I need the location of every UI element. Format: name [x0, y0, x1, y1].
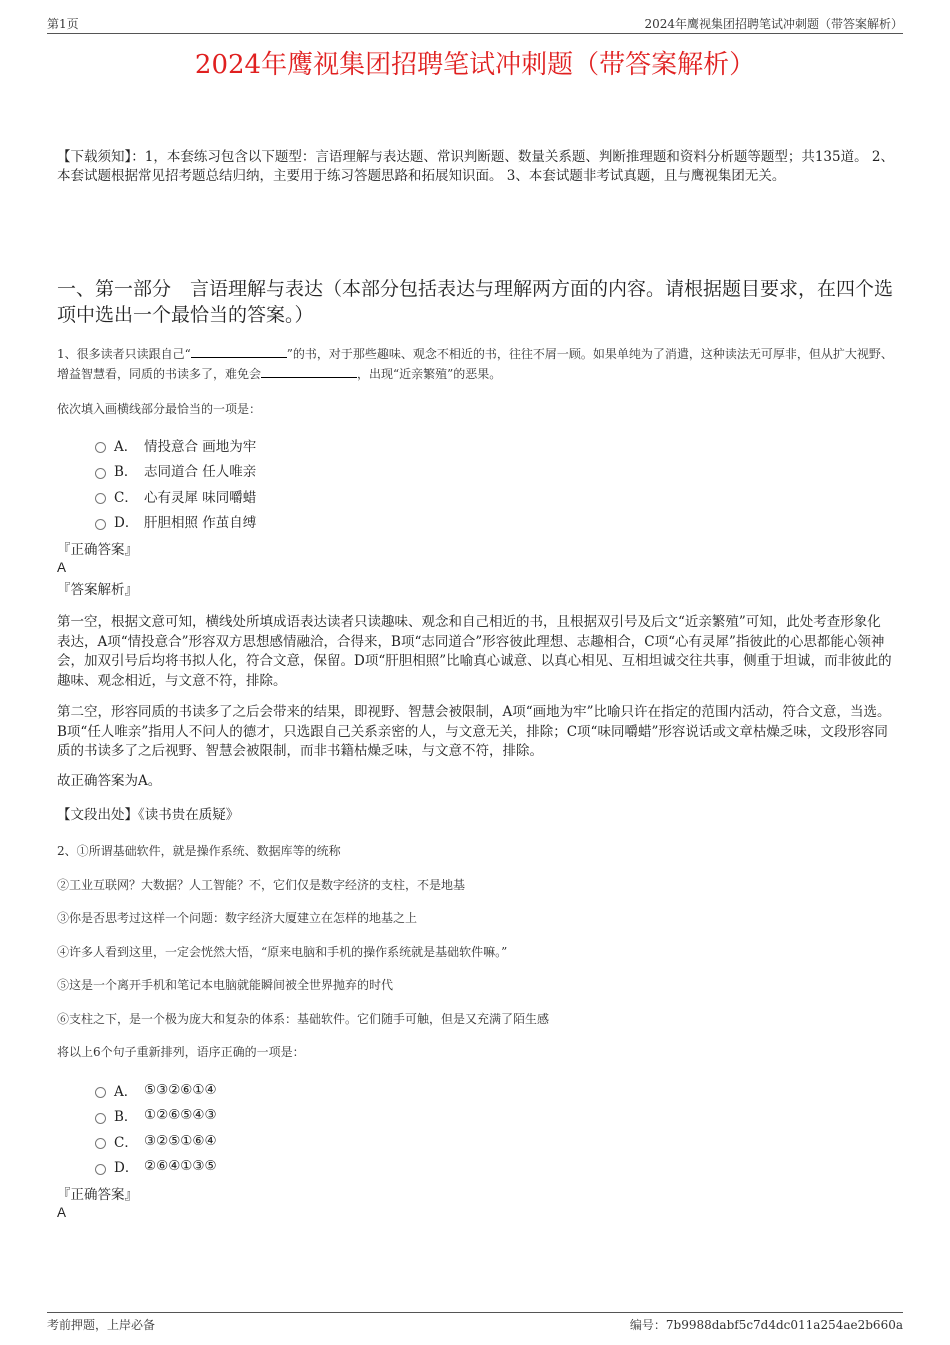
q2-sentence: ③你是否思考过这样一个问题：数字经济大厦建立在怎样的地基之上	[57, 911, 418, 925]
section-heading: 一、第一部分 言语理解与表达（本部分包括表达与理解两方面的内容。请根据题目要求，在四个选项中选出一个最恰当的答案。）	[57, 278, 894, 326]
download-notice: 【下载须知】：1，本套练习包含以下题型：言语理解与表达题、常识判断题、数量关系题、判断推理题和资料分析题等题型；共135道。 2、本套试题根据常见招考题总结归纳，主要用于练习答题思路和拓展知识面。 3、本套试题非考试真题，且与鹰视集团无关。	[57, 149, 894, 184]
q1-analysis-label: 『答案解析』	[57, 582, 138, 598]
q2-sentence: ⑥支柱之下，是一个极为庞大和复杂的体系：基础软件。它们随手可触，但是又充满了陌生感	[57, 1012, 550, 1026]
radio-icon[interactable]	[95, 1138, 106, 1149]
q2-answer-label: 『正确答案』	[57, 1187, 138, 1203]
q1-stem: 1、很多读者只读跟自己“ ”的书，对于那些趣味、观念不相近的书，往往不屑一顾。如果单纯为了消遣，这种读法无可厚非，但从扩大视野、增益智慧看，同质的书读多了，难免会 ，出现“近亲繁殖”的恶果。	[57, 347, 893, 381]
q2-sentence: ⑤这是一个离开手机和笔记本电脑就能瞬间被全世界抛弃的时代	[57, 978, 394, 992]
q1-blank-2	[261, 366, 357, 378]
footer-doc-id: 编号：7b9988dabf5c7d4dc011a254ae2b660a	[629, 1318, 903, 1332]
radio-icon[interactable]	[95, 1164, 106, 1175]
q1-option-d[interactable]: D． 肝胆相照 作茧自缚	[95, 509, 256, 535]
q1-answer: A	[57, 560, 67, 575]
footer-slogan: 考前押题，上岸必备	[47, 1318, 156, 1332]
radio-icon[interactable]	[95, 442, 106, 453]
q1-option-b[interactable]: B． 志同道合 任人唯亲	[95, 458, 256, 484]
q1-conclusion: 故正确答案为A。	[57, 773, 162, 789]
q1-analysis-1: 第一空，根据文意可知，横线处所填成语表达读者只读趣味、观念和自己相近的书，且根据双引号及后文“近亲繁殖”可知，此处考查形象化表达，A项“情投意合”形容双方思想感情融洽，合得来，B项“志同道合”形容彼此理想、志趣相合，C项“心有灵犀”指彼此的心思都能心领神会，加双引号后均将书拟人化，符合文意，保留。D项“肝胆相照”比喻真心诚意、以真心相见、互相坦诚交往共事，侧重于坦诚，而非彼此的趣味、观念相近，与文意不符，排除。	[57, 614, 892, 689]
page-footer	[47, 1312, 903, 1337]
q2-sentence: 2、①所谓基础软件，就是操作系统、数据库等的统称	[57, 844, 341, 858]
q2-option-c[interactable]: C． ③②⑤①⑥④	[95, 1128, 217, 1154]
q2-option-a[interactable]: A． ⑤③②⑥①④	[95, 1077, 217, 1103]
q2-option-b[interactable]: B． ①②⑥⑤④③	[95, 1103, 217, 1129]
q1-answer-label: 『正确答案』	[57, 542, 138, 558]
q2-instruction: 将以上6个句子重新排列，语序正确的一项是：	[57, 1045, 305, 1059]
radio-icon[interactable]	[95, 493, 106, 504]
q1-option-a[interactable]: A． 情投意合 画地为牢	[95, 432, 256, 458]
page-number: 第1页	[47, 17, 79, 31]
radio-icon[interactable]	[95, 1113, 106, 1124]
q1-source: 【文段出处】《读书贵在质疑》	[57, 807, 240, 823]
q1-analysis-2: 第二空，形容同质的书读多了之后会带来的结果，即视野、智慧会被限制，A项“画地为牢”比喻只许在指定的范围内活动，符合文意，当选。B项“任人唯亲”指用人不问人的德才，只选跟自己关系亲密的人，与文意无关，排除；C项“味同嚼蜡”形容说话或文章枯燥乏味，文段形容同质的书读多了之后视野、智慧会被限制，而非书籍枯燥乏味，与文意不符，排除。	[57, 704, 891, 759]
q1-instruction: 依次填入画横线部分最恰当的一项是：	[57, 402, 262, 416]
document-title: 2024年鹰视集团招聘笔试冲刺题（带答案解析）	[194, 50, 756, 80]
radio-icon[interactable]	[95, 1087, 106, 1098]
q1-options	[95, 432, 256, 534]
page-header	[47, 13, 903, 34]
q2-sentence: ②工业互联网？大数据？人工智能？不，它们仅是数字经济的支柱，不是地基	[57, 878, 466, 892]
radio-icon[interactable]	[95, 519, 106, 530]
radio-icon[interactable]	[95, 468, 106, 479]
q2-option-d[interactable]: D． ②⑥④①③⑤	[95, 1154, 217, 1180]
q1-blank-1	[191, 346, 287, 358]
q2-options	[95, 1077, 217, 1179]
q1-option-c[interactable]: C． 心有灵犀 味同嚼蜡	[95, 483, 256, 509]
q2-answer: A	[57, 1205, 67, 1220]
header-doc-title: 2024年鹰视集团招聘笔试冲刺题（带答案解析）	[644, 17, 903, 31]
q2-sentence: ④许多人看到这里，一定会恍然大悟，“原来电脑和手机的操作系统就是基础软件嘛。”	[57, 945, 508, 959]
